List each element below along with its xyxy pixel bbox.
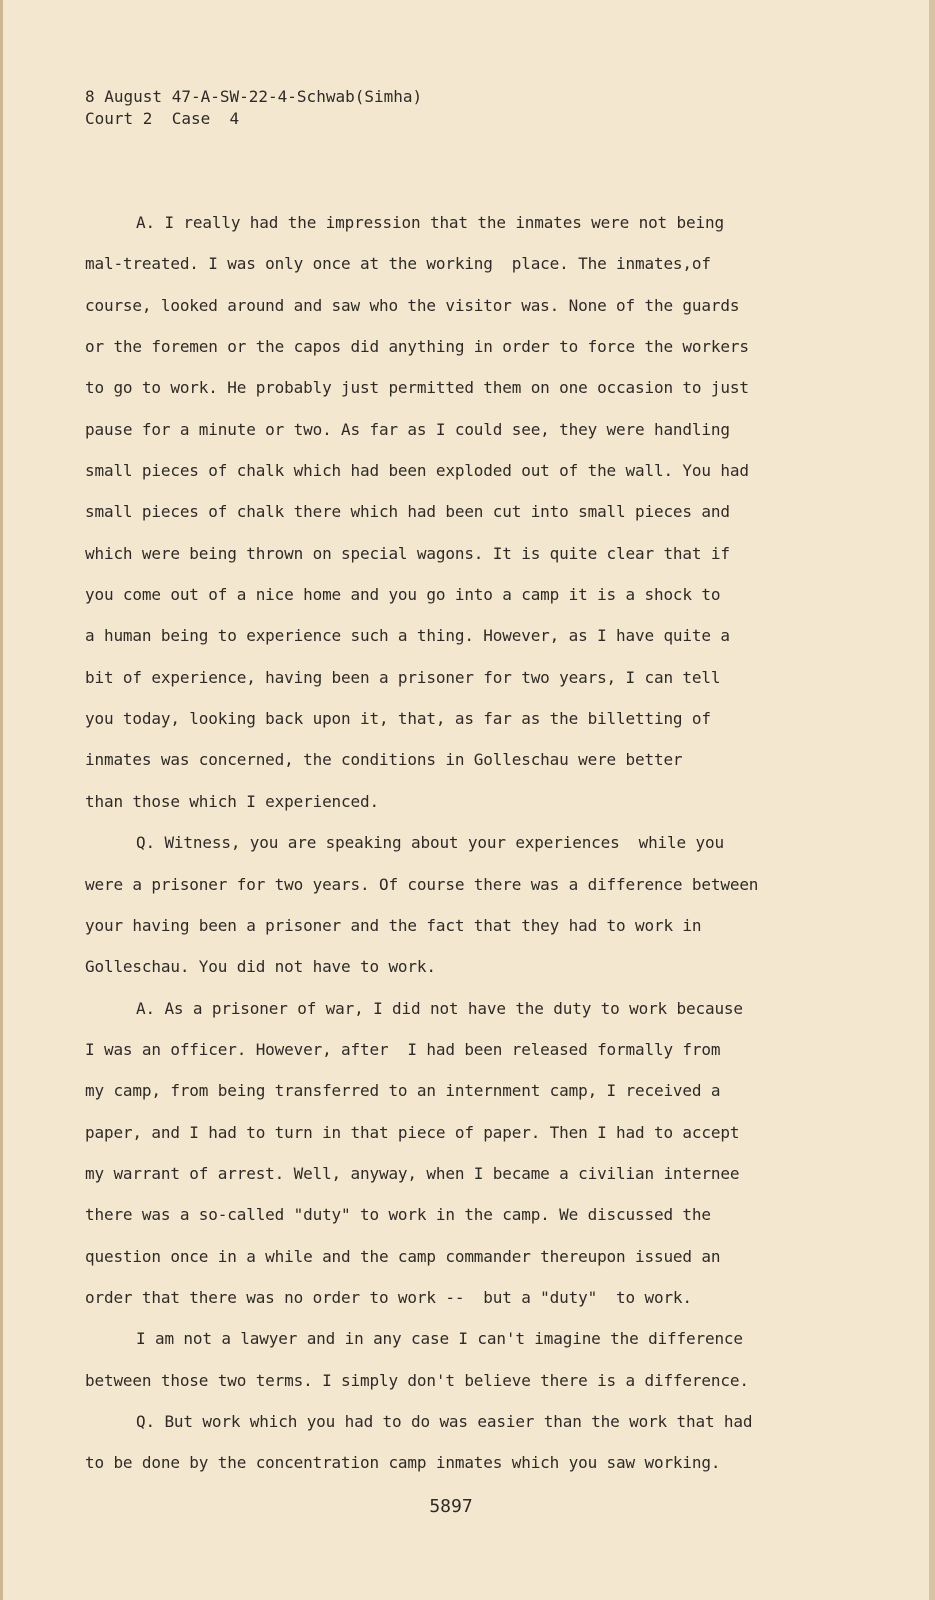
transcript-line: you come out of a nice home and you go into a camp it is a shock to bbox=[85, 585, 721, 605]
document-header bbox=[85, 86, 422, 130]
transcript-line: course, looked around and saw who the visitor was. None of the guards bbox=[85, 295, 740, 315]
transcript-line: between those two terms. I simply don't believe there is a difference. bbox=[85, 1370, 749, 1390]
page-number: 5897 bbox=[429, 1496, 473, 1517]
transcript-line: which were being thrown on special wagons. It is quite clear that if bbox=[85, 543, 730, 563]
transcript-line: A. As a prisoner of war, I did not have the duty to work because bbox=[136, 998, 743, 1018]
transcript-line: a human being to experience such a thing. However, as I have quite a bbox=[85, 626, 730, 646]
transcript-line: you today, looking back upon it, that, as far as the billetting of bbox=[85, 709, 711, 729]
transcript-line: small pieces of chalk which had been exploded out of the wall. You had bbox=[85, 461, 749, 481]
transcript-line: question once in a while and the camp commander thereupon issued an bbox=[85, 1246, 721, 1266]
transcript-line: I am not a lawyer and in any case I can't imagine the difference bbox=[136, 1329, 743, 1349]
transcript-line: were a prisoner for two years. Of course there was a difference between bbox=[85, 874, 759, 894]
transcript-line: there was a so-called "duty" to work in the camp. We discussed the bbox=[85, 1205, 711, 1225]
transcript-line: or the foremen or the capos did anything in order to force the workers bbox=[85, 337, 749, 357]
header-court-case: Court 2 Case 4 bbox=[85, 109, 240, 128]
transcript-line: paper, and I had to turn in that piece of paper. Then I had to accept bbox=[85, 1122, 740, 1142]
transcript-line: pause for a minute or two. As far as I could see, they were handling bbox=[85, 419, 730, 439]
transcript-line: bit of experience, having been a prisoner for two years, I can tell bbox=[85, 667, 721, 687]
transcript-line: order that there was no order to work -- but a "duty" to work. bbox=[85, 1287, 692, 1307]
transcript-line: to go to work. He probably just permitted them on one occasion to just bbox=[85, 378, 749, 398]
transcript-line: A. I really had the impression that the inmates were not being bbox=[136, 213, 724, 232]
transcript-line: my warrant of arrest. Well, anyway, when I became a civilian internee bbox=[85, 1163, 740, 1183]
transcript-line: Q. But work which you had to do was easier than the work that had bbox=[136, 1411, 753, 1431]
transcript-line: your having been a prisoner and the fact that they had to work in bbox=[85, 915, 702, 935]
transcript-line: I was an officer. However, after I had been released formally from bbox=[85, 1039, 721, 1059]
transcript-line: inmates was concerned, the conditions in Golleschau were better bbox=[85, 750, 683, 770]
transcript-line: small pieces of chalk there which had been cut into small pieces and bbox=[85, 502, 730, 522]
transcript-line: Golleschau. You did not have to work. bbox=[85, 957, 436, 977]
transcript-line: than those which I experienced. bbox=[85, 791, 379, 811]
transcript-line: my camp, from being transferred to an internment camp, I received a bbox=[85, 1081, 721, 1101]
header-date-reference: 8 August 47-A-SW-22-4-Schwab(Simha) bbox=[85, 87, 423, 106]
transcript-line: to be done by the concentration camp inmates which you saw working. bbox=[85, 1453, 721, 1473]
transcript-body bbox=[85, 202, 825, 1484]
transcript-line: mal-treated. I was only once at the working place. The inmates,of bbox=[85, 254, 711, 274]
transcript-line: Q. Witness, you are speaking about your experiences while you bbox=[136, 833, 724, 853]
